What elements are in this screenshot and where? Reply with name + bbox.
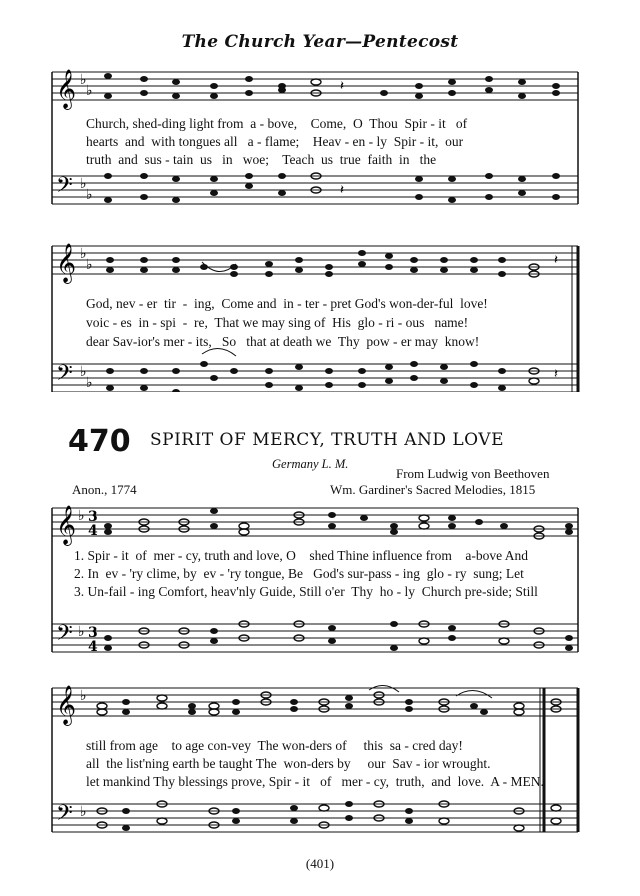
system-3-verse-1: 1. Spir - it of mer - cy, truth and love, O shed Thine influence from a-bove And bbox=[74, 548, 529, 563]
system-4-verse-2: all the list'ning earth be taught The won-ders by our Sav - ior wrought. bbox=[86, 756, 491, 771]
bass-clef-icon: 𝄢 bbox=[56, 621, 73, 651]
bass-clef-icon: 𝄢 bbox=[56, 173, 73, 203]
svg-text:♭: ♭ bbox=[78, 508, 85, 524]
svg-text:𝄽: 𝄽 bbox=[340, 183, 344, 198]
svg-text:3: 3 bbox=[88, 625, 98, 641]
svg-text:♭: ♭ bbox=[80, 246, 87, 262]
system-1-verse-3: truth and sus - tain us in woe; Teach us true faith in the bbox=[86, 152, 437, 167]
system-4-verse-3: let mankind Thy blessings prove, Spir - it of mer - cy, truth, and love. A - MEN. bbox=[86, 774, 544, 789]
svg-text:♭: ♭ bbox=[80, 72, 87, 88]
time-signature-top: 3 bbox=[88, 509, 98, 525]
system-3-verse-3: 3. Un-fail - ing Comfort, heav'nly Guide, Still o'er Thy ho - ly Church pre-side; Still bbox=[74, 584, 538, 599]
svg-text:♭: ♭ bbox=[80, 804, 87, 820]
svg-text:♭: ♭ bbox=[80, 176, 87, 192]
bass-clef-icon: 𝄢 bbox=[56, 801, 73, 831]
treble-clef-icon: 𝄞 bbox=[56, 243, 77, 283]
hymn-number: 470 bbox=[68, 424, 131, 459]
svg-text:♭: ♭ bbox=[86, 187, 93, 203]
system-4-verse-1: still from age to age con-vey The won-ders of this sa - cred day! bbox=[86, 738, 463, 753]
system-2-verse-1: God, nev - er tir - ing, Come and in - ter - pret God's won-der-ful love! bbox=[86, 296, 488, 311]
time-signature-bottom: 4 bbox=[88, 523, 98, 539]
svg-text:4: 4 bbox=[88, 639, 98, 655]
svg-text:𝄽: 𝄽 bbox=[340, 79, 344, 94]
bass-clef-icon: 𝄢 bbox=[56, 361, 73, 391]
svg-text:♭: ♭ bbox=[86, 375, 93, 391]
author-credit: Anon., 1774 bbox=[72, 482, 137, 497]
system-3-verse-2: 2. In ev - 'ry clime, by ev - 'ry tongue, Be God's sur-pass - ing glo - ry sung; Let bbox=[74, 566, 524, 581]
system-2-verse-2: voic - es in - spi - re, That we may sing of His glo - ri - ous name! bbox=[86, 315, 469, 330]
treble-clef-icon: 𝄞 bbox=[56, 685, 77, 725]
treble-clef-icon: 𝄞 bbox=[56, 505, 77, 545]
svg-text:♭: ♭ bbox=[78, 624, 85, 640]
system-1-verse-1: Church, shed-ding light from a - bove, Come, O Thou Spir - it of bbox=[86, 116, 468, 131]
svg-text:♭: ♭ bbox=[86, 257, 93, 273]
page-number: (401) bbox=[305, 856, 335, 871]
hymn-title: SPIRIT OF MERCY, TRUTH AND LOVE bbox=[150, 430, 504, 450]
svg-text:𝄽: 𝄽 bbox=[554, 367, 558, 382]
svg-text:♭: ♭ bbox=[80, 688, 87, 704]
treble-clef-icon: 𝄞 bbox=[56, 69, 77, 109]
composer-credit: From Ludwig von Beethoven bbox=[396, 466, 550, 481]
svg-text:♭: ♭ bbox=[86, 83, 93, 99]
svg-text:♭: ♭ bbox=[80, 364, 87, 380]
svg-text:𝄽: 𝄽 bbox=[554, 253, 558, 268]
system-2-verse-3: dear Sav-ior's mer - its, So that at death we Thy pow - er may know! bbox=[86, 334, 480, 349]
system-1-verse-2: hearts and with tongues all a - flame; Heav - en - ly Spir - it, our bbox=[86, 134, 464, 149]
page-header: The Church Year—Pentecost bbox=[181, 32, 459, 52]
tune-name: Germany L. M. bbox=[272, 457, 349, 471]
source-credit: Wm. Gardiner's Sacred Melodies, 1815 bbox=[330, 482, 536, 497]
